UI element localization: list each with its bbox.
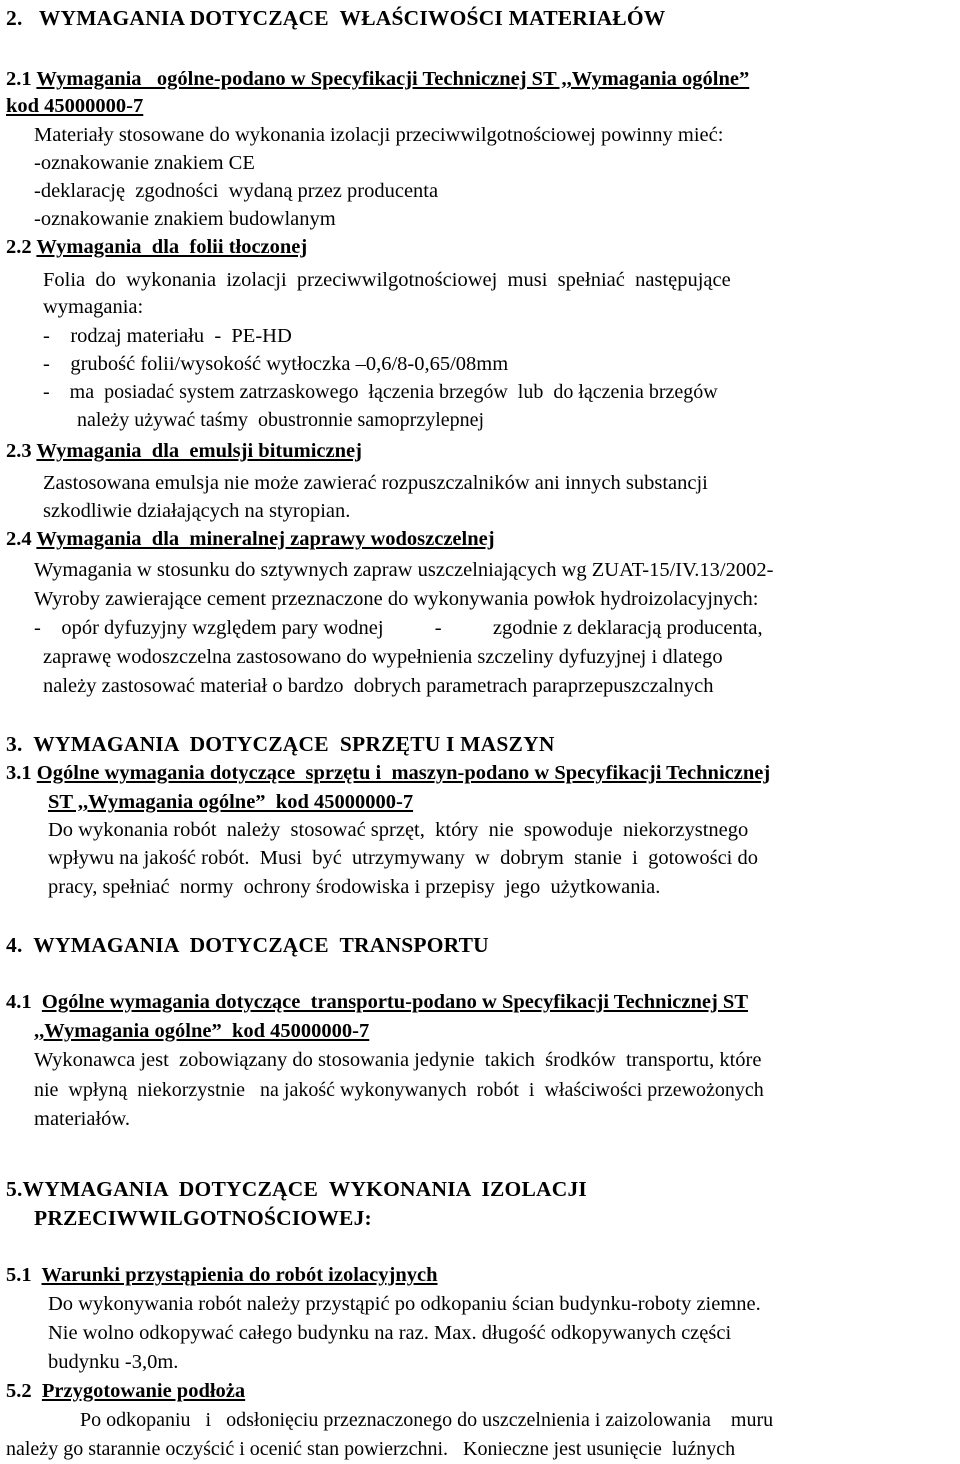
subsection-2-1-title-line-2: kod 45000000-7 xyxy=(6,95,144,117)
paragraph-line: Nie wolno odkopywać całego budynku na raz. Max. długość odkopywanych części xyxy=(48,1322,732,1344)
subsection-2-3-number: 2.3 xyxy=(6,440,37,462)
subsection-5-1-title: Warunki przystąpienia do robót izolacyjnych xyxy=(41,1264,438,1286)
paragraph-line: wymagania: xyxy=(43,296,144,318)
subsection-2-2-title: Wymagania dla folii tłoczonej xyxy=(36,236,308,258)
paragraph-line: Do wykonania robót należy stosować sprzęt, który nie spowoduje niekorzystnego xyxy=(48,819,749,841)
subsection-2-2-number: 2.2 xyxy=(6,236,37,258)
list-item: - grubość folii/wysokość wytłoczka –0,6/8-0,65/08mm xyxy=(43,353,509,375)
paragraph-line: pracy, spełniać normy ochrony środowiska i przepisy jego użytkowania. xyxy=(48,876,661,898)
subsection-2-3-title-line xyxy=(6,437,362,465)
subsection-4-1-number: 4.1 xyxy=(6,991,42,1013)
subsection-4-1-title-line-1 xyxy=(6,988,748,1016)
section-3-heading: 3. WYMAGANIA DOTYCZĄCE SPRZĘTU I MASZYN xyxy=(6,732,555,756)
subsection-2-1-number: 2.1 xyxy=(6,68,37,90)
paragraph-line: Po odkopaniu i odsłonięciu przeznaczonego do uszczelnienia i zaizolowania muru xyxy=(80,1409,774,1431)
subsection-5-1-title-line xyxy=(6,1261,438,1289)
paragraph-line: Zastosowana emulsja nie może zawierać rozpuszczalników ani innych substancji xyxy=(43,472,708,494)
list-item: - ma posiadać system zatrzaskowego łączenia brzegów lub do łączenia brzegów xyxy=(43,381,718,403)
subsection-2-3-title: Wymagania dla emulsji bitumicznej xyxy=(36,440,362,462)
list-item: - rodzaj materiału - PE-HD xyxy=(43,325,292,347)
subsection-5-2-number: 5.2 xyxy=(6,1380,42,1402)
subsection-5-2-title: Przygotowanie podłoża xyxy=(41,1380,246,1402)
paragraph-line: nie wpłyną niekorzystnie na jakość wykonywanych robót i właściwości przewożonych xyxy=(34,1079,764,1101)
section-2-heading: 2. WYMAGANIA DOTYCZĄCE WŁAŚCIWOŚCI MATERIAŁÓW xyxy=(6,6,666,30)
paragraph-line: Wymagania w stosunku do sztywnych zapraw uszczelniających wg ZUAT-15/IV.13/2002- xyxy=(34,559,774,581)
list-item-continuation: należy używać taśmy obustronnie samoprzylepnej xyxy=(77,409,485,431)
list-item-continuation: zaprawę wodoszczelna zastosowano do wypełnienia szczeliny dyfuzyjnej i dlatego xyxy=(43,646,723,668)
paragraph-line: Wyroby zawierające cement przeznaczone do wykonywania powłok hydroizolacyjnych: xyxy=(34,588,759,610)
subsection-2-4-title-line xyxy=(6,525,495,553)
paragraph-line: Materiały stosowane do wykonania izolacji przeciwwilgotnościowej powinny mieć: xyxy=(34,124,724,146)
subsection-3-1-number: 3.1 xyxy=(6,762,37,784)
list-item: -deklarację zgodności wydaną przez producenta xyxy=(34,180,439,202)
paragraph-line: należy go starannie oczyścić i ocenić stan powierzchni. Konieczne jest usunięcie luźnych xyxy=(6,1438,736,1460)
subsection-2-2-title-line xyxy=(6,233,307,261)
subsection-2-1-title-line-1 xyxy=(6,65,749,93)
paragraph-line: wpływu na jakość robót. Musi być utrzymywany w dobrym stanie i gotowości do xyxy=(48,847,759,869)
paragraph-line: Do wykonywania robót należy przystąpić po odkopaniu ścian budynku-roboty ziemne. xyxy=(48,1293,761,1315)
paragraph-line: Wykonawca jest zobowiązany do stosowania jedynie takich środków transportu, które xyxy=(34,1049,762,1071)
subsection-3-1-title: Ogólne wymagania dotyczące sprzętu i maszyn-podano w Specyfikacji Technicznej xyxy=(36,762,771,784)
list-item: -oznakowanie znakiem budowlanym xyxy=(34,208,336,230)
subsection-3-1-title-line-2: ST ,,Wymagania ogólne” kod 45000000-7 xyxy=(48,791,414,813)
subsection-5-1-number: 5.1 xyxy=(6,1264,42,1286)
section-4-heading: 4. WYMAGANIA DOTYCZĄCE TRANSPORTU xyxy=(6,933,489,957)
paragraph-line: materiałów. xyxy=(34,1108,131,1130)
subsection-5-2-title-line xyxy=(6,1377,245,1405)
list-item-continuation: należy zastosować materiał o bardzo dobrych parametrach paraprzepuszczalnych xyxy=(43,675,714,697)
list-item: -oznakowanie znakiem CE xyxy=(34,152,255,174)
section-5-heading-line-1: 5.WYMAGANIA DOTYCZĄCE WYKONANIA IZOLACJI xyxy=(6,1177,587,1201)
section-5-heading-line-2: PRZECIWWILGOTNOŚCIOWEJ: xyxy=(34,1206,372,1230)
subsection-4-1-title-line-2: ,,Wymagania ogólne” kod 45000000-7 xyxy=(34,1020,370,1042)
subsection-2-4-title: Wymagania dla mineralnej zaprawy wodoszczelnej xyxy=(36,528,495,550)
paragraph-line: budynku -3,0m. xyxy=(48,1351,179,1373)
subsection-2-4-number: 2.4 xyxy=(6,528,37,550)
subsection-3-1-title-line-1 xyxy=(6,759,770,787)
subsection-4-1-title: Ogólne wymagania dotyczące transportu-podano w Specyfikacji Technicznej ST xyxy=(41,991,748,1013)
paragraph-line: szkodliwie działających na styropian. xyxy=(43,500,351,522)
paragraph-line: Folia do wykonania izolacji przeciwwilgotnościowej musi spełniać następujące xyxy=(43,269,731,291)
list-item: - opór dyfuzyjny względem pary wodnej - zgodnie z deklaracją producenta, xyxy=(34,617,763,639)
subsection-2-1-title: Wymagania ogólne-podano w Specyfikacji Technicznej ST ,,Wymagania ogólne” xyxy=(36,68,750,90)
